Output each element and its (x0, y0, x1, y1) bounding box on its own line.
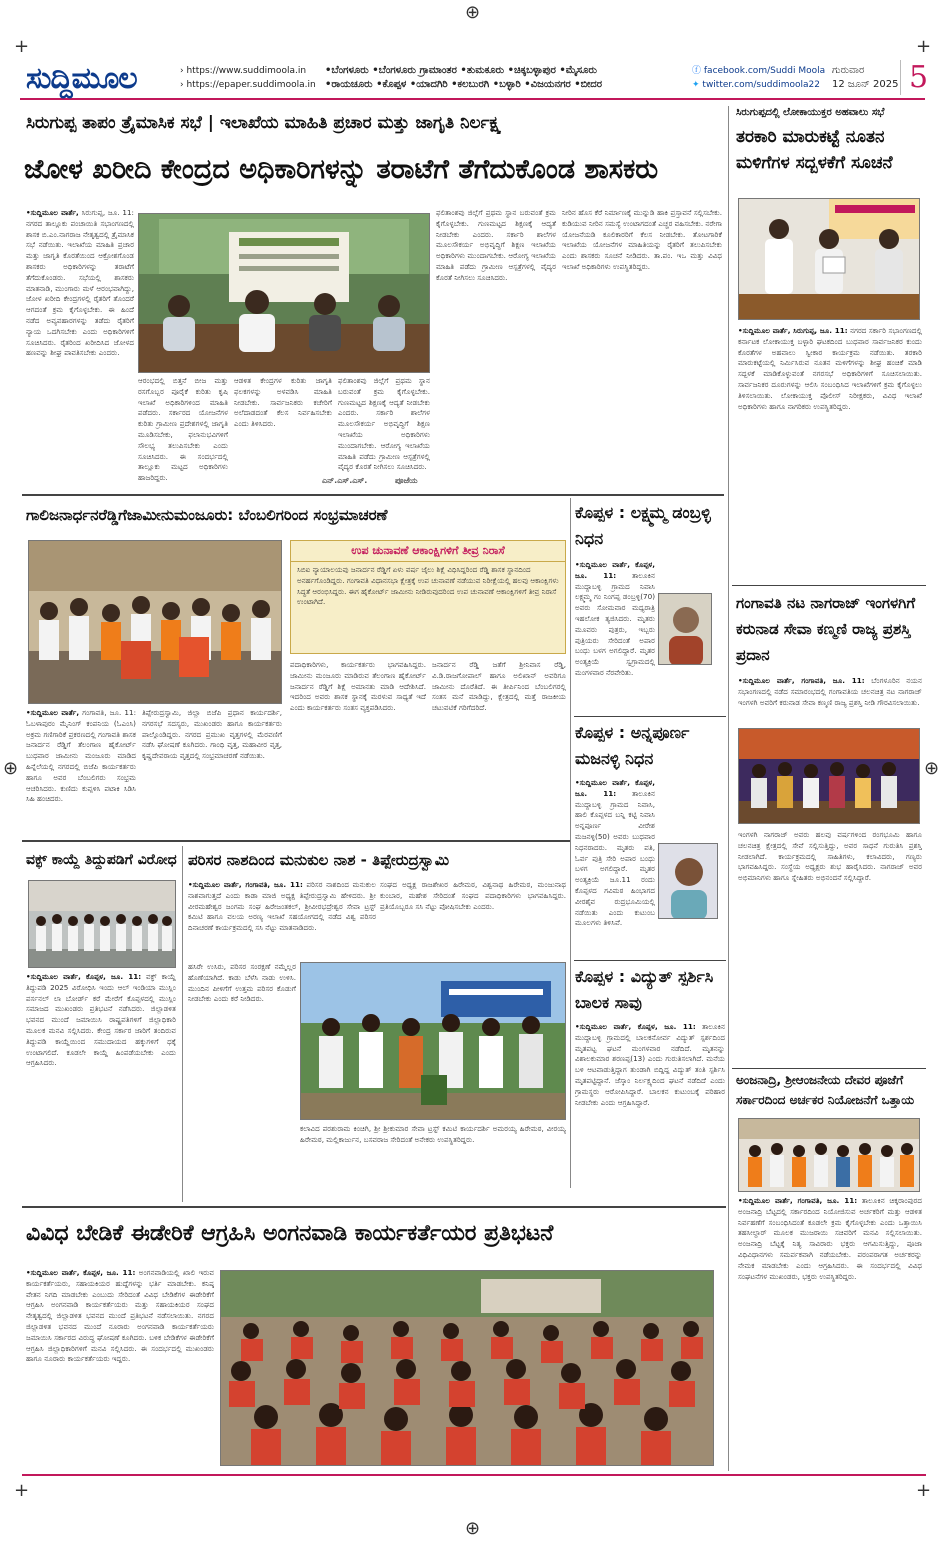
janardhan-dateline: ಗಂಗಾವತಿ, ಜೂ. 11: (82, 708, 136, 717)
koppal2-byline: •ಸುದ್ದಿಮೂಲ ವಾರ್ತೆ, ಕೊಪ್ಪಳ, ಜೂ. 11: (575, 778, 655, 798)
right-top-byline: •ಸುದ್ದಿಮೂಲ ವಾರ್ತೆ, ಸಿರುಗುಪ್ಪ, ಜೂ. 11: (738, 326, 848, 335)
anjanadri-photo (738, 1118, 920, 1192)
janardhan-column-3: ಪದಾಧಿಕಾರಿಗಳು, ಕಾರ್ಯಕರ್ತರು ಭಾಗವಹಿಸಿದ್ದರು. ಜಾಮೀನು ಮಂಜೂರು ಮಾಡಿರುವ ತೆಲಂಗಾಣ ಹೈಕೋರ್ಟ್ ಜನಾರ್ದನ ರೆಡ್ಡಿಗೆ ಶಿಕ್ಷೆ ಅಮಾನತು ಮಾಡಿ ಆದೇಶಿಸಿದೆ. ಇದರಿಂದ ಅವರು ಶಾಸಕ ಸ್ಥಾನಕ್ಕೆ ಮರಳುವ ಸಾಧ್ಯತೆ ಇದೆ ಎಂದು ಕಾರ್ಯಕರ್ತರು ಸಂತಸ ವ್ಯಕ್ತಪಡಿಸಿದರು. (290, 660, 426, 713)
right-top-kicker: ಸಿರುಗುಪ್ಪದಲ್ಲಿ ಲೋಕಾಯುಕ್ತರ ಅಹವಾಲು ಸಭೆ (736, 107, 885, 118)
anganwadi-text: ಅಂಗನವಾಡಿಯಲ್ಲಿ ಖಾಲಿ ಇರುವ ಕಾರ್ಯಕರ್ತೆಯರು, ಸಹಾಯಕಿಯರ ಹುದ್ದೆಗಳನ್ನು ಭರ್ತಿ ಮಾಡಬೇಕು. ಕನಿಷ್ಠ ವೇತನ ನಿಗದಿ ಮಾಡಬೇಕು ಎಂಬುದು ಸೇರಿದಂತೆ ವಿವಿಧ ಬೇಡಿಕೆಗಳ ಈಡೇರಿಕೆಗೆ ಆಗ್ರಹಿಸಿ ಅಂಗನವಾಡಿ ಕಾರ್ಯಕರ್ತೆಯರು ಮತ್ತು ಸಹಾಯಕಿಯರ ಸಂಘದ ನೇತೃತ್ವದಲ್ಲಿ ಜಿಲ್ಲಾಡಳಿತ ಭವನದ ಮುಂದೆ ಪ್ರತಿಭಟನೆ ನಡೆಸಲಾಯಿತು. ನಗರದ ಜಿಲ್ಲಾಡಳಿತ ಭವನದ ಮುಂದೆ ನೂರಾರು ಅಂಗನವಾಡಿ ಕಾರ್ಯಕರ್ತೆಯರು ಜಮಾಯಿಸಿ ಸರ್ಕಾರದ ವಿರುದ್ಧ ಘೋಷಣೆ ಕೂಗಿದರು. ಬಳಿಕ ಬೇಡಿಕೆಗಳ ಈಡೇರಿಕೆಗೆ ಆಗ್ರಹಿಸಿ ಜಿಲ್ಲಾಧಿಕಾರಿಗಳಿಗೆ ಮನವಿ ಸಲ್ಲಿಸಿದರು. ಈ ಸಂದರ್ಭದಲ್ಲಿ ಮುಖಂಡರು ಹಾಗೂ ನೂರಾರು ಕಾರ್ಯಕರ್ತೆಯರು ಇದ್ದರು. (26, 1268, 214, 1364)
corner-mark-tr: + (916, 36, 932, 57)
janardhan-column-2: ತಿಪ್ಪೇರುದ್ರಸ್ವಾಮಿ, ಜಿಲ್ಲಾ ಬಿಜೆಪಿ ಪ್ರಧಾನ ಕಾರ್ಯದರ್ಶಿ, ನಗರಸಭೆ ಸದಸ್ಯರು, ಮುಖಂಡರು ಹಾಗೂ ಕಾರ್ಯಕರ್ತರು ಪಾಲ್ಗೊಂಡಿದ್ದರು. ನಗರದ ಪ್ರಮುಖ ವೃತ್ತಗಳಲ್ಲಿ ಮೆರವಣಿಗೆ ನಡೆಸಿ ಘೋಷಣೆ ಕೂಗಿದರು. ಗಾಂಧಿ ವೃತ್ತ, ಮಹಾವೀರ ವೃತ್ತ, ಕೃಷ್ಣದೇವರಾಯ ವೃತ್ತದಲ್ಲಿ ಸಂಭ್ರಮಾಚರಣೆ ನಡೆಯಿತು. (142, 708, 282, 761)
koppal2-text: ತಾಲೂಕಿನ ಮುದ್ದಾಬಳ್ಳಿ ಗ್ರಾಮದ ನಿವಾಸಿ, ಹಾಲಿ ಕೊಪ್ಪಳದ ಬನ್ನಿ ಕಟ್ಟಿ ನಿವಾಸಿ ಅನ್ನಪೂರ್ಣ ವೀರೇಶ ಮಜನಳ್ಳಿ(50) ಅವರು ಬುಧವಾರ ನಿಧನರಾದರು. ಮೃತರು ಪತಿ, ಓರ್ವ ಪುತ್ರಿ ಸೇರಿ ಅಪಾರ ಬಂಧು ಬಳಗ ಅಗಲಿದ್ದಾರೆ. ಮೃತರ ಅಂತ್ಯಕ್ರಿಯೆ ಜೂ.11 ರಂದು ಕೊಪ್ಪಳದ ಗವಿಮಠ ಹಿಂಭಾಗದ ವೀರಶೈವ ರುದ್ರಭೂಮಿಯಲ್ಲಿ ನಡೆಯಿತು ಎಂದು ಕುಟುಂಬ ಮೂಲಗಳು ತಿಳಿಸಿವೆ. (575, 788, 655, 928)
koppal3-byline: •ಸುದ್ದಿಮೂಲ ವಾರ್ತೆ, ಕೊಪ್ಪಳ, ಜೂ. 11: (575, 1022, 696, 1031)
koppal3-text: ತಾಲೂಕಿನ ಮುದ್ದಾಬಳ್ಳಿ ಗ್ರಾಮದಲ್ಲಿ ಬಾಲಕನೋರ್ವ ವಿದ್ಯುತ್ ಸ್ಪರ್ಶದಿಂದ ಮೃತಪಟ್ಟ ಘಟನೆ ಮಂಗಳವಾರ ನಡೆದಿದೆ. ಮೃತನನ್ನು ವಿಶಾಲಕುಮಾರ ಶರಣಪ್ಪ(13) ಎಂದು ಗುರುತಿಸಲಾಗಿದೆ. ಮನೆಯ ಬಳಿ ಆಟವಾಡುತ್ತಿದ್ದಾಗ ತುಂಡಾಗಿ ಬಿದ್ದಿದ್ದ ವಿದ್ಯುತ್ ತಂತಿ ಸ್ಪರ್ಶಿಸಿ ಮೃತಪಟ್ಟಿದ್ದಾನೆ. ಜೆಸ್ಕಾಂ ನಿರ್ಲಕ್ಷ್ಯದಿಂದ ಘಟನೆ ನಡೆದಿದೆ ಎಂದು ಗ್ರಾಮಸ್ಥರು ಆರೋಪಿಸಿದ್ದಾರೆ. ಬಾಲಕನ ಕುಟುಂಬಕ್ಕೆ ಪರಿಹಾರ ನೀಡಬೇಕು ಎಂದು ಆಗ್ರಹಿಸಿದ್ದಾರೆ. (575, 1022, 725, 1107)
facebook-link[interactable]: facebook.com/Suddi Moola (703, 66, 826, 76)
lead-dateline: ಸಿರುಗುಪ್ಪ, ಜೂ. 11: (81, 208, 134, 217)
page-bottom-rule (22, 1474, 926, 1476)
lakshmamma-portrait (658, 593, 712, 665)
waqf-headline[interactable]: ವಕ್ಫ್ ಕಾಯ್ದೆ ತಿದ್ದುಪಡಿಗೆ ವಿರೋಧ (26, 852, 177, 868)
koppal2-headline[interactable]: ಕೊಪ್ಪಳ : ಅನ್ನಪೂರ್ಣ ಮಜನಳ್ಳಿ ನಿಧನ (575, 723, 690, 768)
anganwadi-protest-photo (220, 1270, 714, 1466)
koppal2-body (575, 778, 655, 956)
parisara-column-1 (188, 880, 376, 960)
facebook-icon: ⓕ (692, 66, 702, 76)
website-link[interactable]: › https://www.suddimoola.in (180, 64, 316, 78)
parisara-column-3: ಹಸಿರೇ ಉಸಿರು, ಪರಿಸರ ಸಂರಕ್ಷಣೆ ನಮ್ಮೆಲ್ಲರ ಹೊಣೆಯಾಗಿದೆ. ಕಾಡು ಬೆಳೆಸಿ ನಾಡು ಉಳಿಸಿ. ಮುಂದಿನ ಪೀಳಿಗೆಗೆ ಉತ್ತಮ ಪರಿಸರ ಕೊಡುಗೆ ನೀಡಬೇಕು ಎಂದು ಕರೆ ನೀಡಿದರು. (188, 962, 296, 1004)
byelection-title: ಉಪ ಚುನಾವಣೆ ಆಕಾಂಕ್ಷಿಗಳಿಗೆ ತೀವ್ರ ನಿರಾಸೆ (291, 541, 565, 562)
right-top-body (738, 326, 922, 568)
nagaraj-body-1 (738, 676, 922, 724)
nagaraj-body-2: ಇಂಗಳಗಿ ನಾಗರಾಜ್ ಅವರು ಹಲವು ವರ್ಷಗಳಿಂದ ರಂಗಭೂಮಿ ಹಾಗೂ ಚಲನಚಿತ್ರ ಕ್ಷೇತ್ರದಲ್ಲಿ ಸೇವೆ ಸಲ್ಲಿಸುತ್ತಿದ್ದು, ಅವರ ಸಾಧನೆ ಗುರುತಿಸಿ ಪ್ರಶಸ್ತಿ ನೀಡಲಾಗಿದೆ. ಕಾರ್ಯಕ್ರಮದಲ್ಲಿ ಸಾಹಿತಿಗಳು, ಕಲಾವಿದರು, ಗಣ್ಯರು ಭಾಗವಹಿಸಿದ್ದರು. ಸಂಸ್ಥೆಯ ಅಧ್ಯಕ್ಷರು ಶುಭ ಹಾರೈಸಿದರು. ನಾಗರಾಜ್ ಅವರ ಅಭಿಮಾನಿಗಳು ಹಾಗೂ ಸ್ನೇಹಿತರು ಅಭಿನಂದನೆ ಸಲ್ಲಿಸಿದ್ದಾರೆ. (738, 830, 922, 883)
newspaper-logo[interactable]: ಸುದ್ದಿಮೂಲ (26, 61, 137, 96)
byelection-text: ಸಿಬಿಐ ನ್ಯಾಯಾಲಯವು ಜನಾರ್ದನ ರೆಡ್ಡಿಗೆ ಏಳು ವರ್ಷ ಜೈಲು ಶಿಕ್ಷೆ ವಿಧಿಸಿದ್ದರಿಂದ ರೆಡ್ಡಿ ಶಾಸಕ ಸ್ಥಾನದಿಂದ ಅನರ್ಹಗೊಂಡಿದ್ದರು. ಗಂಗಾವತಿ ವಿಧಾನಸಭಾ ಕ್ಷೇತ್ರಕ್ಕೆ ಉಪ ಚುನಾವಣೆ ನಡೆಯುವ ನಿರೀಕ್ಷೆಯಲ್ಲಿ ಹಲವು ಆಕಾಂಕ್ಷಿಗಳು ಸಿದ್ಧತೆ ಆರಂಭಿಸಿದ್ದರು. ಈಗ ಹೈಕೋರ್ಟ್ ಜಾಮೀನು ನೀಡಿರುವುದರಿಂದ ಉಪ ಚುನಾವಣೆ ಆಕಾಂಕ್ಷಿಗಳಿಗೆ ತೀವ್ರ ನಿರಾಸೆ ಉಂಟಾಗಿದೆ. (297, 565, 559, 607)
anjanadri-text: ತಾಲೂಕಿನ ಚಿಕ್ಕರಾಂಪುರದ ಅಂಜನಾದ್ರಿ ಬೆಟ್ಟದಲ್ಲಿ ಸರ್ಕಾರದಿಂದ ನಿಯೋಜಿಸುವ ಅರ್ಚಕರಿಗೆ ಮತ್ತು ಆಡಳಿತ ನಿರ್ವಹಣೆಗೆ ಸಂಬಂಧಿಸಿದಂತೆ ಕೂಡಲೇ ಕ್ರಮ ಕೈಗೊಳ್ಳಬೇಕು ಎಂದು ಒತ್ತಾಯಿಸಿ ತಹಸೀಲ್ದಾರ್ ಮೂಲಕ ಮುಜರಾಯಿ ಸಚಿವರಿಗೆ ಮನವಿ ಸಲ್ಲಿಸಲಾಯಿತು. ಅಂಜನಾದ್ರಿ ಬೆಟ್ಟಕ್ಕೆ ನಿತ್ಯ ಸಾವಿರಾರು ಭಕ್ತರು ಆಗಮಿಸುತ್ತಿದ್ದು, ಪೂಜಾ ವಿಧಿವಿಧಾನಗಳು ಸಮರ್ಪಕವಾಗಿ ನಡೆಯಬೇಕು. ಪರಂಪರಾಗತ ಅರ್ಚಕರನ್ನು ನೇಮಕ ಮಾಡಬೇಕು ಎಂದು ಆಗ್ರಹಿಸಿದರು. ಈ ಸಂದರ್ಭದಲ್ಲಿ ವಿವಿಧ ಸಂಘಟನೆಗಳ ಮುಖಂಡರು, ಭಕ್ತರು ಉಪಸ್ಥಿತರಿದ್ದರು. (738, 1196, 922, 1281)
lead-column-5: ಫಲಿತಾಂಶವು ಜಿಲ್ಲೆಗೆ ಪ್ರಥಮ ಸ್ಥಾನ ಬರುವಂತೆ ಕ್ರಮ ಕೈಗೊಳ್ಳಬೇಕು. ಗುಣಮಟ್ಟದ ಶಿಕ್ಷಣಕ್ಕೆ ಆದ್ಯತೆ ನೀಡಬೇಕು ಎಂದರು. ಸರ್ಕಾರಿ ಶಾಲೆಗಳ ಮೂಲಸೌಕರ್ಯ ಅಭಿವೃದ್ಧಿಗೆ ಶಿಕ್ಷಣ ಇಲಾಖೆಯ ಅಧಿಕಾರಿಗಳು ಮುಂದಾಗಬೇಕು. ಆರೋಗ್ಯ ಇಲಾಖೆಯ ಮಾಹಿತಿ ಪಡೆದು ಗ್ರಾಮೀಣ ಆಸ್ಪತ್ರೆಗಳಲ್ಲಿ ವೈದ್ಯರ ಕೊರತೆ ನೀಗಿಸಲು ಸೂಚಿಸಿದರು. (436, 208, 556, 282)
lokayukta-photo (738, 198, 920, 320)
koppal3-body (575, 1022, 725, 1202)
koppal1-byline: •ಸುದ್ದಿಮೂಲ ವಾರ್ತೆ, ಕೊಪ್ಪಳ, ಜೂ. 11: (575, 560, 655, 580)
lead-credit-2: ಪೂಜೆಯ (395, 476, 418, 485)
lead-byline: •ಸುದ್ದಿಮೂಲ ವಾರ್ತೆ, (26, 208, 79, 217)
lead-column-1 (26, 208, 134, 490)
koppal1-text: ತಾಲೂಕಿನ ಮುದ್ದಾಬಳ್ಳಿ ಗ್ರಾಮದ ನಿವಾಸಿ ಲಕ್ಷ್ಮಮ್ಮ ಗಂ ನಿಂಗಪ್ಪ ಡಂಬ್ರಳ್ಳಿ(70) ಅವರು ಸೋಮವಾರ ಮಧ್ಯರಾತ್ರಿ ಇಹಲೋಕ ತ್ಯಜಿಸಿದರು. ಮೃತರು ಮೂವರು ಪುತ್ರರು, ಇಬ್ಬರು ಪುತ್ರಿಯರು ಸೇರಿದಂತೆ ಅಪಾರ ಬಂಧು ಬಳಗ ಅಗಲಿದ್ದಾರೆ. ಮೃತರ ಅಂತ್ಯಕ್ರಿಯೆ ಸ್ವಗ್ರಾಮದಲ್ಲಿ ಮಂಗಳವಾರ ನೆರವೇರಿತು. (575, 570, 655, 677)
anganwadi-body (26, 1268, 214, 1468)
koppal1-headline[interactable]: ಕೊಪ್ಪಳ : ಲಕ್ಷ್ಮಮ್ಮ ಡಂಬ್ರಳ್ಳಿ ನಿಧನ (575, 503, 711, 548)
anjanadri-top-rule (732, 1068, 926, 1069)
koppal1-body (575, 560, 655, 710)
nagaraj-headline[interactable]: ಗಂಗಾವತಿ ನಟ ನಾಗರಾಜ್ ಇಂಗಳಗಿಗೆ ಕರುನಾಡ ಸೇವಾ ಕಣ್ಮಣಿ ರಾಜ್ಯ ಪ್ರಶಸ್ತಿ ಪ್ರದಾನ (736, 594, 916, 664)
cities-line-1: •ಬೆಂಗಳೂರು •ಬೆಂಗಳೂರು ಗ್ರಾಮಾಂತರ •ತುಮಕೂರು •ಚಿಕ್ಕಬಳ್ಳಾಪುರ •ಮೈಸೂರು (325, 65, 597, 76)
anganwadi-byline: •ಸುದ್ದಿಮೂಲ ವಾರ್ತೆ, ಕೊಪ್ಪಳ, ಜೂ. 11: (26, 1268, 136, 1277)
registration-mark-left: ⊕ (3, 758, 19, 779)
lead-credit-1: ಎನ್.ಎಸ್.ಎಸ್. (322, 476, 368, 485)
anjanadri-byline: •ಸುದ್ದಿಮೂಲ ವಾರ್ತೆ, ಗಂಗಾವತಿ, ಜೂ. 11: (738, 1196, 858, 1205)
nagaraj-award-photo (738, 728, 920, 824)
nagaraj-top-rule (732, 585, 926, 586)
corner-mark-bl: + (14, 1480, 30, 1501)
lead-column-6: ನೀರಿನ ಹೊಸ ಕೆರೆ ನಿರ್ಮಾಣಕ್ಕೆ ಮುನ್ನುಡಿ ಹಾಕಿ ಪ್ರಸ್ತಾವನೆ ಸಲ್ಲಿಸಬೇಕು. ಕುಡಿಯುವ ನೀರಿನ ಸಮಸ್ಯೆ ಉಂಟಾಗದಂತೆ ಎಚ್ಚರ ವಹಿಸಬೇಕು. ನರೇಗಾ ಯೋಜನೆಯಡಿ ಕೂಲಿಕಾರರಿಗೆ ಕೆಲಸ ನೀಡಬೇಕು. ತೋಟಗಾರಿಕೆ ಇಲಾಖೆಯ ಯೋಜನೆಗಳ ಮಾಹಿತಿಯನ್ನು ರೈತರಿಗೆ ತಲುಪಿಸಬೇಕು ಎಂದು ಶಾಸಕರು ಸೂಚನೆ ನೀಡಿದರು. ತಾ.ಪಂ. ಇಒ ಮತ್ತು ವಿವಿಧ ಇಲಾಖೆ ಅಧಿಕಾರಿಗಳು ಉಪಸ್ಥಿತರಿದ್ದರು. (562, 208, 722, 271)
waqf-divider (182, 846, 183, 1202)
masthead-links (180, 64, 316, 92)
lead-column-2: ಆರಂಭದಲ್ಲಿ ಬಿತ್ತನೆ ಬೀಜ ಮತ್ತು ರಸಗೊಬ್ಬರ ಪೂರೈಕೆ ಕುರಿತು ಕೃಷಿ ಇಲಾಖೆ ಅಧಿಕಾರಿಗಳಿಂದ ಮಾಹಿತಿ ಪಡೆದರು. ಸರ್ಕಾರದ ಯೋಜನೆಗಳ ಕುರಿತು ಗ್ರಾಮೀಣ ಪ್ರದೇಶಗಳಲ್ಲಿ ಜಾಗೃತಿ ಮೂಡಿಸಬೇಕು, ಫಲಾನುಭವಿಗಳಿಗೆ ಸೌಲಭ್ಯ ತಲುಪಿಸಬೇಕು ಎಂದು ಸೂಚಿಸಿದರು. ಈ ಸಂದರ್ಭದಲ್ಲಿ ತಾಲ್ಲೂಕು ಮಟ್ಟದ ಅಧಿಕಾರಿಗಳು ಹಾಜರಿದ್ದರು. (138, 376, 228, 483)
issue-date (832, 64, 898, 92)
twitter-icon: ✦ (692, 80, 700, 90)
parisara-headline[interactable]: ಪರಿಸರ ನಾಶದಿಂದ ಮನುಕುಲ ನಾಶ - ತಿಪ್ಪೇರುದ್ರಸ್ವಾಮಿ (188, 851, 450, 869)
janardhan-bottom-rule (22, 840, 570, 842)
koppal2-rule (574, 960, 726, 961)
epaper-link[interactable]: › https://epaper.suddimoola.in (180, 78, 316, 92)
annapurna-portrait (658, 843, 718, 919)
parisara-bottom-rule (22, 1206, 726, 1208)
janardhan-column-1 (26, 708, 136, 836)
right-top-headline[interactable]: ತರಕಾರಿ ಮಾರುಕಟ್ಟೆ ನೂತನ ಮಳಿಗೆಗಳ ಸದ್ಬಳಕೆಗೆ ಸೂಚನೆ (736, 127, 893, 173)
page-number: 5 (900, 60, 928, 95)
lead-column-3: ಆಡಳಿತ ಕೇಂದ್ರಗಳ ಕುರಿತು ಜಾಗೃತಿ ಫಲಕಗಳನ್ನು ಅಳವಡಿಸಿ ಮಾಹಿತಿ ನೀಡಬೇಕು. ಸಾರ್ವಜನಿಕರು ಕಚೇರಿಗೆ ಅಲೆದಾಡದಂತೆ ಕೆಲಸ ನಿರ್ವಹಿಸಬೇಕು ಎಂದು ತಿಳಿಸಿದರು. (234, 376, 332, 429)
lead-column-4: ಫಲಿತಾಂಶವು ಜಿಲ್ಲೆಗೆ ಪ್ರಥಮ ಸ್ಥಾನ ಬರುವಂತೆ ಕ್ರಮ ಕೈಗೊಳ್ಳಬೇಕು. ಗುಣಮಟ್ಟದ ಶಿಕ್ಷಣಕ್ಕೆ ಆದ್ಯತೆ ನೀಡಬೇಕು ಎಂದರು. ಸರ್ಕಾರಿ ಶಾಲೆಗಳ ಮೂಲಸೌಕರ್ಯ ಅಭಿವೃದ್ಧಿಗೆ ಶಿಕ್ಷಣ ಇಲಾಖೆಯ ಅಧಿಕಾರಿಗಳು ಮುಂದಾಗಬೇಕು. ಆರೋಗ್ಯ ಇಲಾಖೆಯ ಮಾಹಿತಿ ಪಡೆದು ಗ್ರಾಮೀಣ ಆಸ್ಪತ್ರೆಗಳಲ್ಲಿ ವೈದ್ಯರ ಕೊರತೆ ನೀಗಿಸಲು ಸೂಚಿಸಿದರು. (338, 376, 430, 472)
waqf-text: ವಕ್ಫ್ ಕಾಯ್ದೆ ತಿದ್ದುಪಡಿ 2025 ವಿರೋಧಿಸಿ ಇಂದು ಆಲ್ ಇಂಡಿಯಾ ಮುಸ್ಲಿಂ ಪರ್ಸನಲ್ ಲಾ ಬೋರ್ಡ್ ಕರೆ ಮೇರೆಗೆ ಕೊಪ್ಪಳದಲ್ಲಿ ಮುಸ್ಲಿಂ ಸಮಾಜದ ಮುಖಂಡರು ಪ್ರತಿಭಟನೆ ನಡೆಸಿದರು. ಜಿಲ್ಲಾಡಳಿತ ಭವನದ ಮುಂದೆ ಜಮಾಯಿಸಿ ರಾಷ್ಟ್ರಪತಿಗಳಿಗೆ ಜಿಲ್ಲಾಧಿಕಾರಿ ಮೂಲಕ ಮನವಿ ಸಲ್ಲಿಸಿದರು. ಕೇಂದ್ರ ಸರ್ಕಾರ ಜಾರಿಗೆ ತಂದಿರುವ ತಿದ್ದುಪಡಿ ಕಾಯ್ದೆಯಿಂದ ಸಮುದಾಯದ ಹಕ್ಕುಗಳಿಗೆ ಧಕ್ಕೆ ಉಂಟಾಗಲಿದೆ. ಕೂಡಲೇ ಕಾಯ್ದೆ ಹಿಂಪಡೆಯಬೇಕು ಎಂದು ಆಗ್ರಹಿಸಿದರು. (26, 972, 176, 1068)
janardhan-column-4: ಜನಾರ್ದನ ರೆಡ್ಡಿ ಜತೆಗೆ ಶ್ರೀನಿವಾಸ ರೆಡ್ಡಿ, ವಿ.ಡಿ.ರಾಜಗೋಪಾಲ್ ಹಾಗೂ ಅಲಿಖಾನ್ ಅವರಿಗೂ ಜಾಮೀನು ದೊರೆತಿದೆ. ಈ ತೀರ್ಪಿನಿಂದ ಬೆಂಬಲಿಗರಲ್ಲಿ ಸಂತಸ ಮನೆ ಮಾಡಿದ್ದು, ಕ್ಷೇತ್ರದಲ್ಲಿ ಮತ್ತೆ ರಾಜಕೀಯ ಚಟುವಟಿಕೆ ಗರಿಗೆದರಿದೆ. (432, 660, 566, 713)
koppal-column-divider (570, 498, 571, 1188)
right-top-text: ನಗರದ ಸರ್ಕಾರಿ ಸಭಾಂಗಣದಲ್ಲಿ ಕರ್ನಾಟಕ ಲೋಕಾಯುಕ್ತ ಬಳ್ಳಾರಿ ಘಟಕದಿಂದ ಬುಧವಾರ ಸಾರ್ವಜನಿಕರ ಕುಂದು ಕೊರತೆಗಳ ಅಹವಾಲು ಸ್ವೀಕಾರ ಕಾರ್ಯಕ್ರಮ ನಡೆಯಿತು. ತರಕಾರಿ ಮಾರುಕಟ್ಟೆಯಲ್ಲಿ ನಿರ್ಮಿಸಿರುವ ನೂತನ ಮಳಿಗೆಗಳನ್ನು ಶೀಘ್ರ ಹಂಚಿಕೆ ಮಾಡಿ ಸದ್ಬಳಕೆ ಮಾಡಿಕೊಳ್ಳುವಂತೆ ನಗರಸಭೆ ಅಧಿಕಾರಿಗಳಿಗೆ ಸೂಚಿಸಲಾಯಿತು. ಸಾರ್ವಜನಿಕರ ದೂರುಗಳನ್ನು ಆಲಿಸಿ ಸಂಬಂಧಿಸಿದ ಇಲಾಖೆಗಳಿಗೆ ಕ್ರಮ ಕೈಗೊಳ್ಳಲು ತಿಳಿಸಲಾಯಿತು. ಲೋಕಾಯುಕ್ತ ಪೊಲೀಸ್ ನಿರೀಕ್ಷಕರು, ವಿವಿಧ ಇಲಾಖೆ ಅಧಿಕಾರಿಗಳು ಹಾಗೂ ನಾಗರಿಕರು ಉಪಸ್ಥಿತರಿದ್ದರು. (738, 326, 922, 411)
nagaraj-byline: •ಸುದ್ದಿಮೂಲ ವಾರ್ತೆ, ಗಂಗಾವತಿ, ಜೂ. 11: (738, 676, 865, 685)
anjanadri-headline[interactable]: ಅಂಜನಾದ್ರಿ, ಶ್ರೀಆಂಜನೇಯ ದೇವರ ಪೂಜೆಗೆ ಸರ್ಕಾರದಿಂದ ಅರ್ಚಕರ ನಿಯೋಜನೆಗೆ ಒತ್ತಾಯ (736, 1073, 915, 1107)
social-links (692, 64, 825, 92)
issue-date-text: 12 ಜೂನ್ 2025 (832, 79, 899, 90)
nagaraj-text-1: ಬೆಂಗಳೂರಿನ ನಯನ ಸಭಾಂಗಣದಲ್ಲಿ ನಡೆದ ಸಮಾರಂಭದಲ್ಲಿ ಗಂಗಾವತಿಯ ಚಲನಚಿತ್ರ ನಟ ನಾಗರಾಜ್ ಇಂಗಳಗಿ ಅವರಿಗೆ ಕರುನಾಡ ಸೇವಾ ಕಣ್ಮಣಿ ರಾಜ್ಯ ಪ್ರಶಸ್ತಿ ನೀಡಿ ಗೌರವಿಸಲಾಯಿತು. (738, 676, 922, 707)
koppal3-headline[interactable]: ಕೊಪ್ಪಳ : ವಿದ್ಯುತ್ ಸ್ಪರ್ಶಿಸಿ ಬಾಲಕ ಸಾವು (575, 967, 714, 1012)
parisara-column-2: ಸಂಘದ ಅಧ್ಯಕ್ಷ ರಾಜಶೇಖರ ಹಿರೇಮಠ, ವಿಶ್ವನಾಥ ಹಿರೇಮಠ, ಮಂಜುನಾಥ ಕುಂಬಾರ, ಮಹೇಶ ಸೇರಿದಂತೆ ಸಂಘದ ಪದಾಧಿಕಾರಿಗಳು ಭಾಗವಹಿಸಿದ್ದರು. ಪ್ರತಿಯೊಬ್ಬರೂ ಸಸಿ ನೆಟ್ಟು ಪೋಷಿಸಬೇಕು ಎಂದರು. (380, 880, 566, 911)
twitter-link[interactable]: twitter.com/suddimoola22 (702, 80, 820, 90)
koppal1-rule (574, 716, 726, 717)
corner-mark-br: + (916, 1480, 932, 1501)
janardhan-headline[interactable]: ಗಾಲಿಜನಾರ್ಧನರೆಡ್ಡಿಗೆಜಾಮೀನುಮಂಜೂರು: ಬೆಂಬಲಿಗರಿಂದ ಸಂಭ್ರಮಾಚರಣೆ (26, 506, 388, 524)
anganwadi-headline[interactable]: ವಿವಿಧ ಬೇಡಿಕೆ ಈಡೇರಿಕೆ ಆಗ್ರಹಿಸಿ ಅಂಗನವಾಡಿ ಕಾರ್ಯಕರ್ತೆಯರ ಪ್ರತಿಭಟನೆ (26, 1221, 554, 1246)
lead-bottom-rule (22, 494, 724, 496)
parisara-byline: •ಸುದ್ದಿಮೂಲ ವಾರ್ತೆ, ಗಂಗಾವತಿ, ಜೂ. 11: (188, 880, 303, 889)
lead-col1-text: ನಗರದ ತಾಲ್ಲೂಕು ಪಂಚಾಯಿತಿ ಸಭಾಂಗಣದಲ್ಲಿ ಶಾಸಕ ಬಿ.ಎಂ.ನಾಗರಾಜ ನೇತೃತ್ವದಲ್ಲಿ ತ್ರೈಮಾಸಿಕ ಸಭೆ ನಡೆಯಿತು. ಇಲಾಖೆಯ ಮಾಹಿತಿ ಪ್ರಚಾರ ಮತ್ತು ಜಾಗೃತಿ ಕೊರತೆಯಿಂದ ಆಕ್ರೋಶಗೊಂಡ ಶಾಸಕರು ಅಧಿಕಾರಿಗಳನ್ನು ತರಾಟೆಗೆ ತೆಗೆದುಕೊಂಡರು. ಸಭೆಯಲ್ಲಿ ಶಾಸಕರು ಮಾತನಾಡಿ, ಮುಂಗಾರು ಮಳೆ ಆರಂಭವಾಗಿದ್ದು, ಜೋಳ ಖರೀದಿ ಕೇಂದ್ರಗಳಲ್ಲಿ ರೈತರಿಗೆ ತೊಂದರೆ ಆಗದಂತೆ ಕ್ರಮ ಕೈಗೊಳ್ಳಬೇಕು. ಈ ಹಿಂದೆ ನಡೆದ ಅವ್ಯವಹಾರಗಳನ್ನು ತಡೆದು ರೈತರಿಗೆ ನ್ಯಾಯ ಒದಗಿಸಬೇಕು ಎಂದು ಅಧಿಕಾರಿಗಳಿಗೆ ಸೂಚಿಸಿದರು. ರೈತರಿಂದ ಖರೀದಿಸಿದ ಜೋಳದ ಹಣವನ್ನು ಶೀಘ್ರ ಪಾವತಿಸಬೇಕು ಎಂದರು. (26, 218, 134, 358)
waqf-byline: •ಸುದ್ದಿಮೂಲ ವಾರ್ತೆ, ಕೊಪ್ಪಳ, ಜೂ. 11: (26, 972, 142, 981)
lead-photo-meeting (138, 213, 430, 373)
corner-mark-tl: + (14, 36, 30, 57)
right-column-divider (728, 106, 729, 1471)
cities-line-2: •ರಾಯಚೂರು •ಕೊಪ್ಪಳ •ಯಾದಗಿರಿ •ಕಲಬುರಗಿ •ಬಳ್ಳಾರಿ •ವಿಜಯನಗರ •ಬೀದರ (325, 79, 602, 90)
janardhan-byline: •ಸುದ್ದಿಮೂಲ ವಾರ್ತೆ, (26, 708, 80, 717)
parisara-column-4: ಕಲಾವಿದ ಪರಶುರಾಮ ಕಿಂಚಿಗಿ, ಶ್ರೀ ಶ್ರೀಕುಮಾರ ಸೇವಾ ಟ್ರಸ್ಟ್ ಕಮಿಟಿ ಕಾರ್ಯದರ್ಶಿ ಅಮರಯ್ಯ ಹಿರೇಮಠ, ವೀರಯ್ಯ ಹಿರೇಮಠ, ಮಲ್ಲಿಕಾರ್ಜುನ, ಬಸವರಾಜ ಸೇರಿದಂತೆ ಅನೇಕರು ಉಪಸ್ಥಿತರಿದ್ದರು. (300, 1124, 566, 1144)
issue-day: ಗುರುವಾರ (832, 65, 865, 76)
registration-mark-right: ⊕ (924, 758, 940, 779)
janardhan-celebration-photo (28, 540, 282, 704)
janardhan-col1-text: ಓಬಳಾಪುರಂ ಮೈನಿಂಗ್ ಕಂಪನಿಯ (ಓಎಂಸಿ) ಅಕ್ರಮ ಗಣಿಗಾರಿಕೆ ಪ್ರಕರಣದಲ್ಲಿ ಗಂಗಾವತಿ ಶಾಸಕ ಜನಾರ್ದನ ರೆಡ್ಡಿಗೆ ತೆಲಂಗಾಣ ಹೈಕೋರ್ಟ್ ಬುಧವಾರ ಜಾಮೀನು ಮಂಜೂರು ಮಾಡಿದ ಹಿನ್ನೆಲೆಯಲ್ಲಿ ನಗರದಲ್ಲಿ ಬಿಜೆಪಿ ಕಾರ್ಯಕರ್ತರು ಹಾಗೂ ಅವರ ಬೆಂಬಲಿಗರು ಸಂಭ್ರಮ ಆಚರಿಸಿದರು. ಕುಣಿದು ಕುಪ್ಪಳಿಸಿ ಪಟಾಕಿ ಸಿಡಿಸಿ ಸಿಹಿ ಹಂಚಿದರು. (26, 718, 136, 804)
anjanadri-body (738, 1196, 922, 1468)
waqf-protest-photo (28, 880, 176, 968)
parisara-col1-text: ಪರಿಸರ ನಾಶದಿಂದ ಮನುಕುಲ ನಾಶವಾಗುತ್ತದೆ ಎಂದು ಕಾಡಾ ಮಾಜಿ ಅಧ್ಯಕ್ಷ ತಿಪ್ಪೇರುದ್ರಸ್ವಾಮಿ ಹೇಳಿದರು. ಶ್ರೀ ವೀರಮಹೇಶ್ವರ ಜಂಗಮ ಸಂಘ ಹಿರೇಜಂತಕಲ್, ಶ್ರೀವೀರಭದ್ರೇಶ್ವರ ಸೇವಾ ಟ್ರಸ್ಟ್ ಕಮಿಟಿ ಹಾಗೂ ವಲಯ ಅರಣ್ಯ ಇಲಾಖೆ ಸಹಯೋಗದಲ್ಲಿ ನಡೆದ ವಿಶ್ವ ಪರಿಸರ ದಿನಾಚರಣೆ ಕಾರ್ಯಕ್ರಮದಲ್ಲಿ ಸಸಿ ನೆಟ್ಟು ಮಾತನಾಡಿದರು. (188, 880, 376, 933)
registration-mark-bottom: ⊕ (465, 1518, 481, 1539)
lead-headline[interactable]: ಜೋಳ ಖರೀದಿ ಕೇಂದ್ರದ ಅಧಿಕಾರಿಗಳನ್ನು ತರಾಟೆಗೆ ತೆಗೆದುಕೊಂಡ ಶಾಸಕರು (24, 154, 659, 185)
edition-cities (325, 64, 685, 92)
byelection-box (290, 540, 566, 654)
parisara-tree-planting-photo (300, 962, 566, 1120)
masthead (20, 60, 929, 100)
lead-kicker: ಸಿರುಗುಪ್ಪ ತಾಪಂ ತ್ರೈಮಾಸಿಕ ಸಭೆ | ಇಲಾಖೆಯ ಮಾಹಿತಿ ಪ್ರಚಾರ ಮತ್ತು ಜಾಗೃತಿ ನಿರ್ಲಕ್ಷ್ಯ (26, 113, 502, 133)
registration-mark-top: ⊕ (465, 2, 481, 23)
waqf-body (26, 972, 176, 1202)
